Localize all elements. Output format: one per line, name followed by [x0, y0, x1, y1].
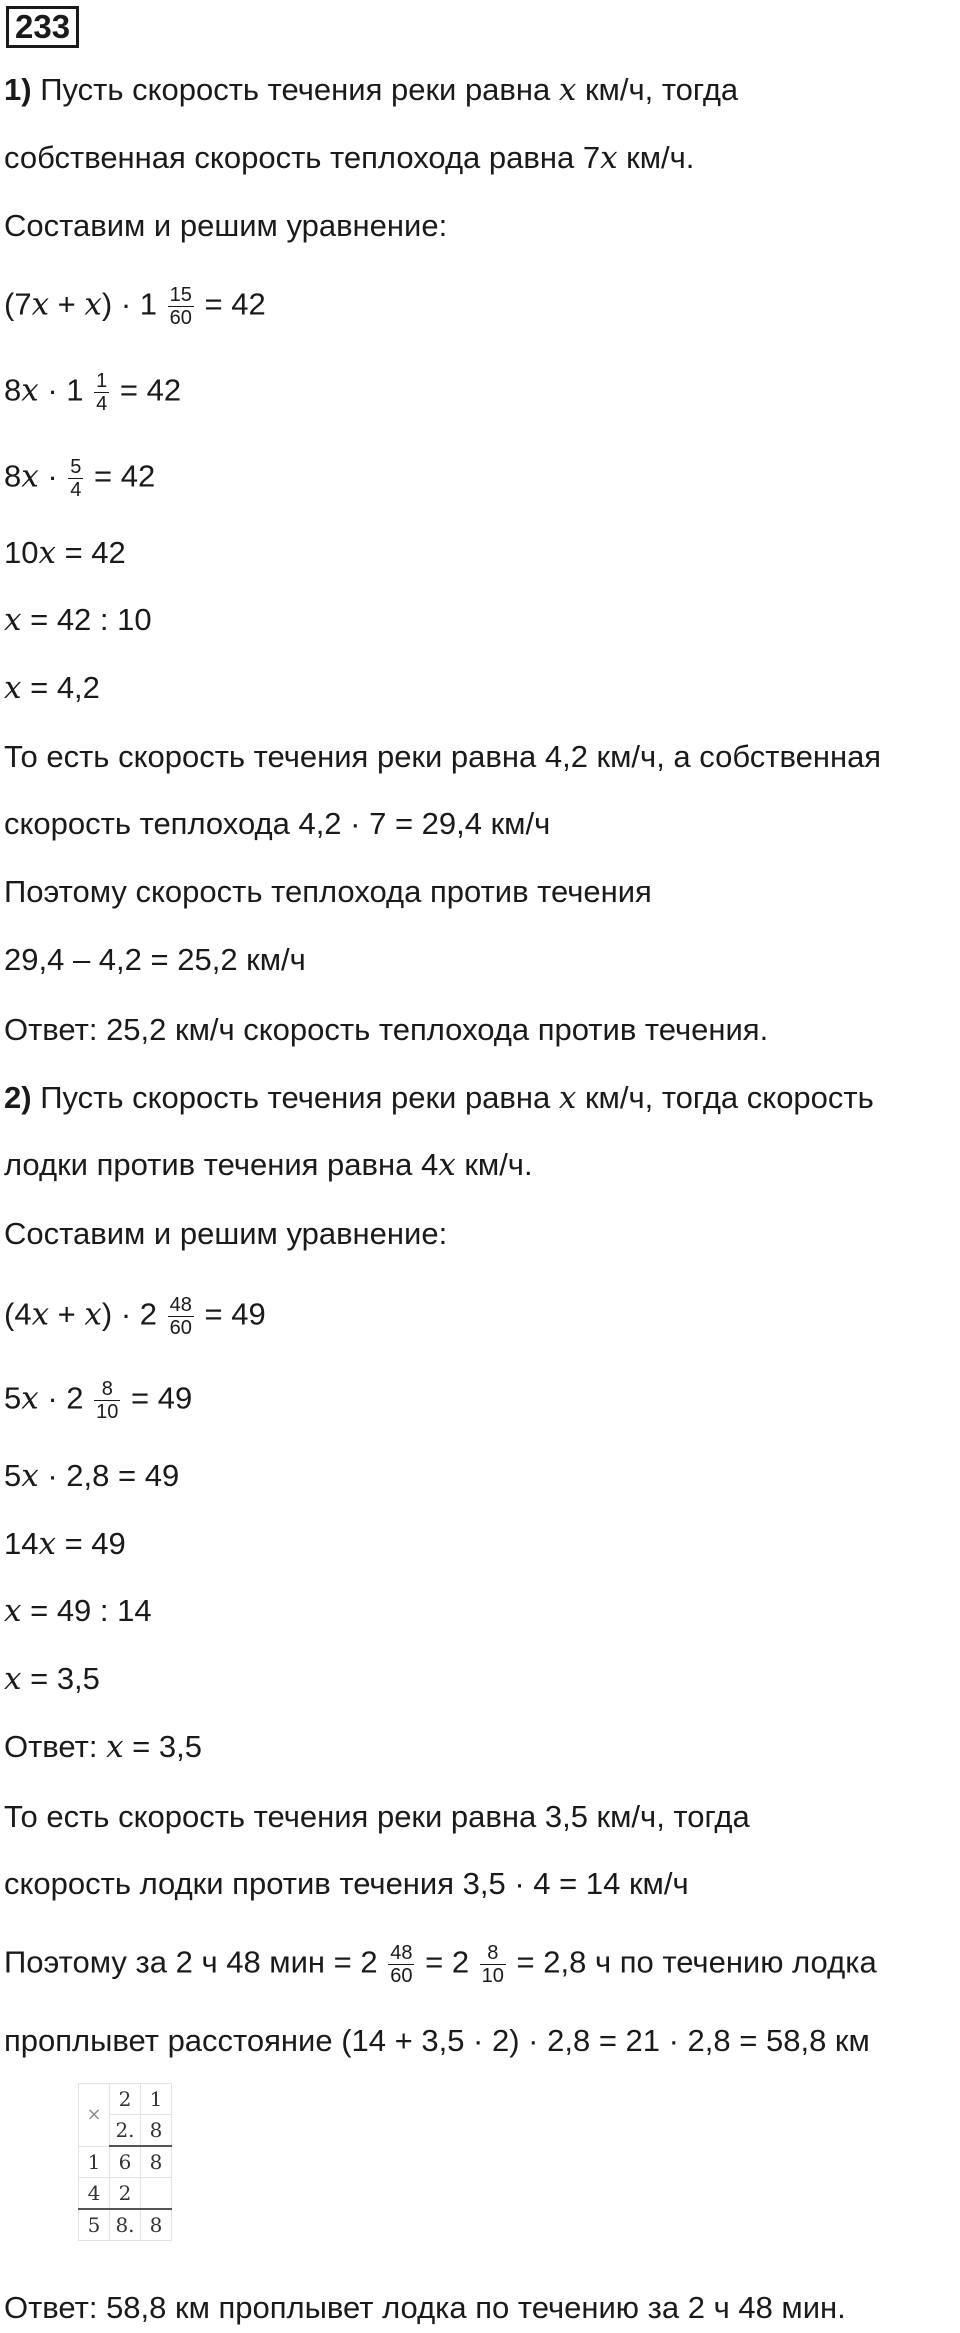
fraction-denominator: 4 [70, 479, 82, 501]
multiplication-digit: 8 [141, 2146, 172, 2178]
text-segment: 5 [4, 1458, 22, 1493]
fraction-numerator: 48 [390, 1942, 413, 1964]
fraction [168, 1294, 194, 1339]
multiplication-digit: 5 [79, 2209, 110, 2241]
fraction [168, 284, 194, 329]
fraction-numerator: 8 [480, 1942, 506, 1965]
text-segment: То есть скорость течения реки равна 4,2 км/ч, а собственная [4, 739, 882, 774]
multiplication-digit: 2. [110, 2115, 141, 2147]
fraction-denominator: 10 [481, 1965, 504, 1987]
text-segment: Поэтому скорость теплохода против течения [4, 874, 652, 909]
fraction-numerator: 8 [94, 1378, 120, 1401]
text-line [4, 284, 266, 329]
fraction-numerator: 1 [96, 370, 108, 392]
text-segment: = 42 [85, 458, 156, 494]
text-line [4, 1078, 874, 1118]
text-segment: скорость лодки против течения 3,5 · 4 = 14 км/ч [4, 1866, 689, 1901]
text-segment: · [38, 458, 67, 494]
text-segment: Ответ: [4, 1729, 107, 1764]
multiply-operator: × [79, 2084, 110, 2147]
text-segment: км/ч, тогда [576, 72, 739, 107]
variable: x [558, 72, 577, 108]
text-line [4, 600, 152, 640]
text-segment: Составим и решим уравнение: [4, 208, 448, 243]
text-segment: = 49 [55, 1526, 126, 1561]
variable: x [4, 1661, 22, 1697]
text-segment: 5 [4, 1380, 22, 1416]
multiplication-row [79, 2178, 172, 2210]
column-multiplication [78, 2083, 172, 2241]
variable: x [438, 1147, 456, 1183]
text-segment: = 49 [122, 1380, 193, 1416]
variable: x [21, 458, 39, 495]
text-line [4, 1145, 533, 1185]
variable: x [558, 1080, 577, 1116]
task-number-badge: 233 [6, 6, 79, 48]
text-segment: 29,4 – 4,2 = 25,2 км/ч [4, 942, 306, 977]
variable: x [38, 1526, 56, 1562]
text-segment: + [49, 1296, 85, 1332]
text-segment: Поэтому за 2 ч 48 мин = 2 [4, 1944, 387, 1980]
text-segment: (7 [4, 286, 32, 322]
multiplication-digit: 4 [79, 2178, 110, 2210]
text-segment: 8 [4, 372, 22, 408]
text-line [4, 2288, 846, 2328]
text-segment: км/ч, тогда скорость [576, 1080, 874, 1115]
text-line [4, 1378, 192, 1423]
text-segment: Ответ: 25,2 км/ч скорость теплохода против течения. [4, 1012, 769, 1047]
text-segment: (4 [4, 1296, 32, 1332]
variable: x [31, 286, 50, 323]
multiplication-digit: 6 [110, 2146, 141, 2178]
text-segment: собственная скорость теплохода равна 7 [4, 140, 601, 175]
text-segment: · 1 [38, 372, 93, 408]
variable: x [84, 1296, 102, 1333]
text-line [4, 872, 652, 912]
text-segment: лодки против течения равна 4 [4, 1147, 439, 1182]
text-segment: ) · 1 [101, 286, 166, 322]
text-segment: 8 [4, 458, 22, 494]
text-segment: Ответ: 58,8 км проплывет лодка по течению за 2 ч 48 мин. [4, 2290, 846, 2325]
text-segment: = 2 [416, 1944, 478, 1980]
fraction-numerator: 15 [169, 284, 192, 306]
variable: x [21, 1380, 39, 1417]
text-line [4, 370, 181, 415]
variable: x [4, 670, 22, 706]
text-line [4, 2021, 870, 2061]
fraction-denominator: 60 [169, 307, 192, 329]
text-line [4, 1797, 750, 1837]
variable: x [21, 372, 39, 409]
text-line [4, 804, 550, 844]
text-line [4, 940, 306, 980]
variable: x [31, 1296, 50, 1333]
variable: x [21, 1458, 39, 1494]
text-line [4, 1294, 266, 1339]
text-segment: · 2,8 = 49 [38, 1458, 180, 1493]
fraction-denominator: 60 [169, 1317, 192, 1339]
text-segment: Пусть скорость течения реки равна [31, 72, 559, 107]
text-segment: = 3,5 [21, 1661, 100, 1696]
variable: x [84, 286, 102, 323]
fraction [68, 456, 83, 501]
text-segment: Пусть скорость течения реки равна [31, 1080, 559, 1115]
fraction [94, 370, 109, 415]
text-segment: = 2,8 ч по течению лодка [507, 1944, 877, 1980]
multiplication-digit: 8 [141, 2115, 172, 2147]
fraction-denominator: 60 [390, 1965, 413, 1987]
text-line [4, 1591, 152, 1631]
fraction [94, 1378, 120, 1423]
variable: x [4, 1593, 22, 1629]
fraction-denominator: 4 [96, 393, 108, 415]
variable: x [4, 602, 22, 638]
multiplication-digit: 2 [110, 2178, 141, 2210]
multiplication-digit [141, 2178, 172, 2210]
text-line [4, 1659, 100, 1699]
text-line [4, 737, 881, 777]
text-line [4, 1727, 202, 1767]
multiplication-row [79, 2209, 172, 2241]
text-line [4, 533, 126, 573]
text-segment: км/ч. [617, 140, 695, 175]
text-segment: = 42 [111, 372, 182, 408]
variable: x [106, 1729, 124, 1765]
text-line [4, 1010, 768, 1050]
text-line [4, 138, 694, 178]
multiplication-row [79, 2084, 172, 2115]
variable: x [38, 535, 56, 571]
text-segment: Составим и решим уравнение: [4, 1216, 448, 1251]
text-segment: = 42 : 10 [21, 602, 152, 637]
text-line [4, 668, 100, 708]
text-line [4, 456, 155, 501]
fraction-denominator: 10 [96, 1401, 119, 1423]
text-segment: = 4,2 [21, 670, 100, 705]
fraction-numerator: 48 [169, 1294, 192, 1316]
fraction-numerator: 5 [70, 456, 82, 478]
variable: x [600, 140, 618, 176]
fraction [480, 1942, 506, 1987]
multiplication-digit: 8. [110, 2209, 141, 2241]
text-segment: То есть скорость течения реки равна 3,5 км/ч, тогда [4, 1799, 750, 1834]
fraction [388, 1942, 414, 1987]
text-segment: проплывет расстояние (14 + 3,5 · 2) · 2,8 = 21 · 2,8 = 58,8 км [4, 2023, 870, 2058]
text-segment: = 3,5 [123, 1729, 202, 1764]
multiplication-digit: 1 [79, 2146, 110, 2178]
text-segment: · 2 [38, 1380, 93, 1416]
text-segment: 14 [4, 1526, 39, 1561]
text-segment: ) · 2 [101, 1296, 166, 1332]
text-segment: 10 [4, 535, 39, 570]
text-segment: км/ч. [455, 1147, 533, 1182]
text-line [4, 1864, 689, 1904]
text-segment: скорость теплохода 4,2 · 7 = 29,4 км/ч [4, 806, 551, 841]
text-line [4, 70, 738, 110]
text-segment: = 49 : 14 [21, 1593, 152, 1628]
text-line [4, 1942, 877, 1987]
text-segment: = 49 [195, 1296, 266, 1332]
text-segment: + [49, 286, 85, 322]
text-line [4, 1214, 447, 1254]
text-line [4, 206, 447, 246]
item-number: 1) [4, 72, 32, 107]
text-line [4, 1524, 126, 1564]
multiplication-digit: 8 [141, 2209, 172, 2241]
multiplication-digit: 2 [110, 2084, 141, 2115]
text-line [4, 1456, 179, 1496]
multiplication-digit: 1 [141, 2084, 172, 2115]
text-segment: = 42 [55, 535, 126, 570]
multiplication-row [79, 2146, 172, 2178]
item-number: 2) [4, 1080, 32, 1115]
text-segment: = 42 [195, 286, 266, 322]
